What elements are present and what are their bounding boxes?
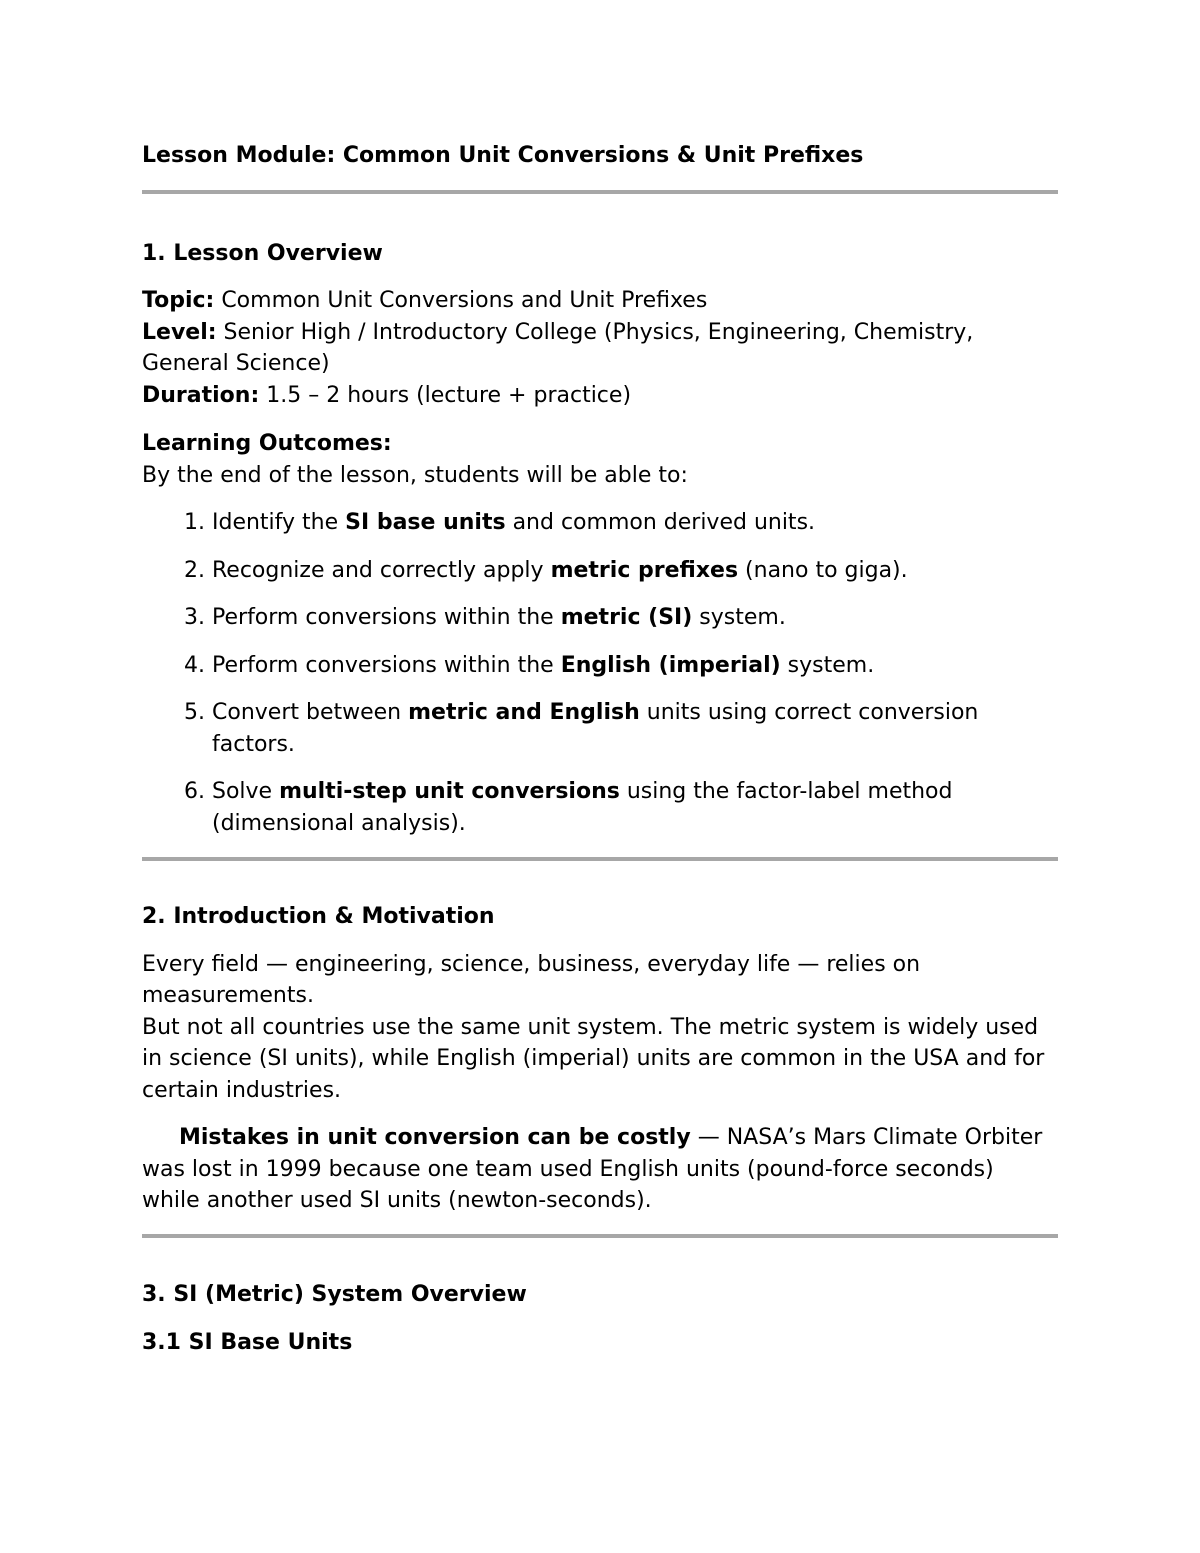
duration-label: Duration: bbox=[142, 382, 260, 408]
document-page bbox=[142, 140, 1058, 1359]
list-item: 4. Perform conversions within the English (imperial) system. bbox=[212, 650, 1058, 682]
level-line bbox=[142, 317, 1058, 380]
intro-text-2: But not all countries use the same unit system. The metric system is widely used in science (SI units), while English (imperial) units are common in the USA and for certain industries. bbox=[142, 1014, 1045, 1103]
level-value: Senior High / Introductory College (Physics, Engineering, Chemistry, General Science) bbox=[142, 319, 974, 376]
duration-line bbox=[142, 380, 1058, 412]
subsection-heading-si-base-units: 3.1 SI Base Units bbox=[142, 1330, 353, 1355]
learning-outcomes-list bbox=[142, 507, 1058, 839]
warning-paragraph bbox=[142, 1122, 1058, 1217]
topic-value: Common Unit Conversions and Unit Prefixes bbox=[214, 288, 708, 313]
intro-text-1: Every field — engineering, science, business, everyday life — relies on measurements. bbox=[142, 951, 921, 1008]
list-item: 5. Convert between metric and English units using correct conversion factors. bbox=[212, 697, 1058, 760]
document-title: Lesson Module: Common Unit Conversions & Unit Prefixes bbox=[142, 143, 864, 168]
learning-outcomes-label: Learning Outcomes: bbox=[142, 431, 392, 456]
list-item: 3. Perform conversions within the metric (SI) system. bbox=[212, 602, 1058, 634]
list-item: 6. Solve multi-step unit conversions using the factor-label method (dimensional analysis). bbox=[212, 776, 1058, 839]
intro-paragraph bbox=[142, 949, 1058, 1107]
divider bbox=[142, 190, 1058, 194]
section-heading-si-system: 3. SI (Metric) System Overview bbox=[142, 1281, 527, 1307]
topic-line bbox=[142, 285, 1058, 317]
divider bbox=[142, 857, 1058, 861]
duration-value: 1.5 – 2 hours (lecture + practice) bbox=[259, 382, 632, 408]
list-item: 2. Recognize and correctly apply metric prefixes (nano to giga). bbox=[212, 555, 1058, 587]
section-heading-introduction: 2. Introduction & Motivation bbox=[142, 904, 495, 929]
divider bbox=[142, 1234, 1058, 1238]
list-item: 1. Identify the SI base units and common derived units. bbox=[212, 507, 1058, 539]
learning-outcomes-intro: By the end of the lesson, students will be able to: bbox=[142, 462, 688, 488]
topic-label: Topic: bbox=[142, 288, 215, 313]
level-label: Level: bbox=[142, 319, 217, 345]
warning-bold: Mistakes in unit conversion can be costly bbox=[179, 1125, 691, 1150]
overview-details bbox=[142, 285, 1058, 411]
warning-text: — NASA’s Mars Climate Orbiter was lost in 1999 because one team used English units (pound-force seconds) while another used SI units (newton-seconds). bbox=[142, 1125, 1043, 1213]
section-heading-overview: 1. Lesson Overview bbox=[142, 240, 383, 266]
